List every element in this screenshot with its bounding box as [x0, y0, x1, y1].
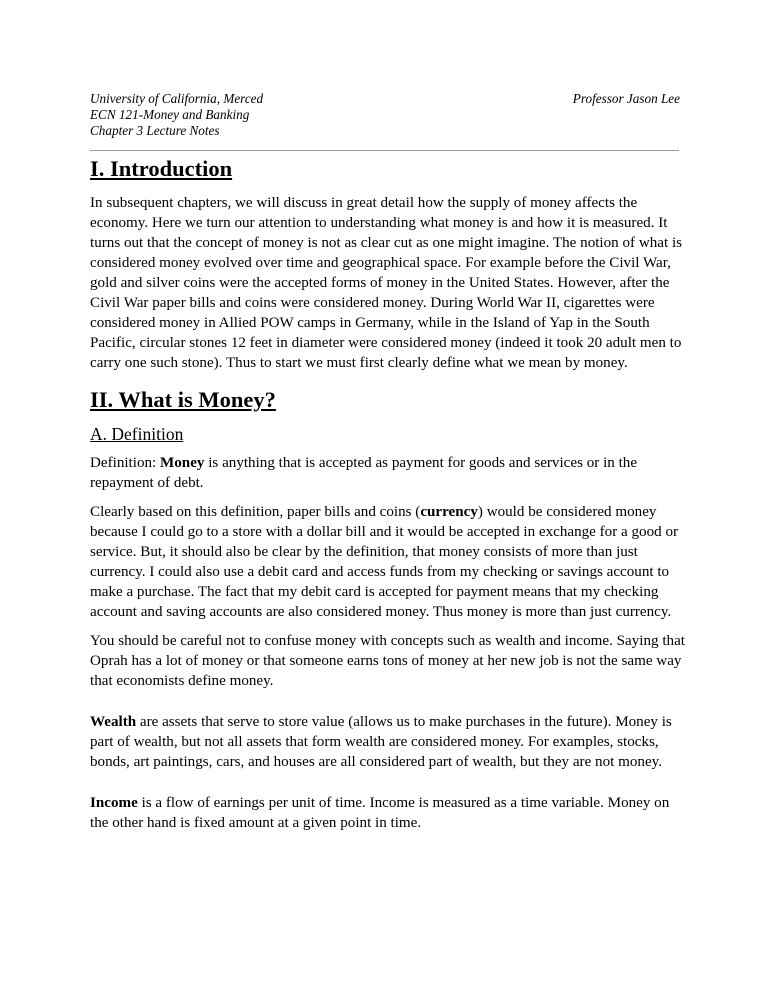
header-chapter: Chapter 3 Lecture Notes: [90, 123, 220, 138]
currency-text-a: Clearly based on this definition, paper bills and coins (: [90, 504, 421, 520]
term-money: Money: [160, 455, 205, 471]
header-course-info: [90, 91, 263, 139]
currency-text-b: ) would be considered money because I could go to a store with a dollar bill and it would be accepted in exchange for a good or service. But, it should also be clear by the definition, that money consists of more than just currency. I could also use a debit card and access funds from my checking or savings account to make a purchase. The fact that my debit card is accepted for payment means that my checking account and saving accounts are also considered money. Thus money is more than just currency.: [90, 504, 679, 620]
header-university: University of California, Merced: [90, 91, 264, 106]
term-currency: currency: [420, 504, 478, 520]
section-title-introduction: I. Introduction: [90, 156, 233, 181]
income-text: is a flow of earnings per unit of time. Income is measured as a time variable. Money on the other hand is fixed amount at a given point in time.: [90, 795, 670, 831]
currency-paragraph: [90, 502, 690, 622]
income-paragraph: [90, 793, 690, 833]
definition-prefix: Definition:: [90, 455, 161, 471]
introduction-paragraph: In subsequent chapters, we will discuss in great detail how the supply of money affects the economy. Here we turn our attention to understanding what money is and how it is measured. It turns out that the concept of money is not as clear cut as one might imagine. The notion of what is considered money evolved over time and geographical space. For example before the Civil War, gold and silver coins were the accepted forms of money in the United States. However, after the Civil War paper bills and coins were considered money. During World War II, cigarettes were considered money in Allied POW camps in Germany, while in the Island of Yap in the South Pacific, circular stones 12 feet in diameter were considered money (indeed it took 20 adult men to carry one such stone). Thus to start we must first clearly define what we mean by money.: [90, 195, 683, 371]
subsection-title-definition: A. Definition: [90, 424, 184, 444]
document-body: [90, 154, 690, 833]
section-title-what-is-money: II. What is Money?: [90, 387, 276, 412]
definition-text: is anything that is accepted as payment for goods and services or in the repayment of debt.: [90, 455, 638, 491]
definition-paragraph: [90, 453, 690, 493]
page-header: [90, 91, 680, 139]
term-wealth: Wealth: [90, 714, 137, 730]
wealth-income-caution-paragraph: You should be careful not to confuse money with concepts such as wealth and income. Saying that Oprah has a lot of money or that someone earns tons of money at her new job is not the same way that economists define money.: [90, 633, 685, 689]
wealth-paragraph: [90, 712, 690, 772]
header-professor: Professor Jason Lee: [572, 91, 680, 106]
header-course: ECN 121-Money and Banking: [90, 107, 250, 122]
header-divider: [90, 150, 679, 151]
term-income: Income: [90, 795, 138, 811]
wealth-text: are assets that serve to store value (allows us to make purchases in the future). Money is part of wealth, but not all assets that form wealth are considered money. For examples, stocks, bonds, art paintings, cars, and houses are all considered part of wealth, but they are not money.: [90, 714, 672, 770]
